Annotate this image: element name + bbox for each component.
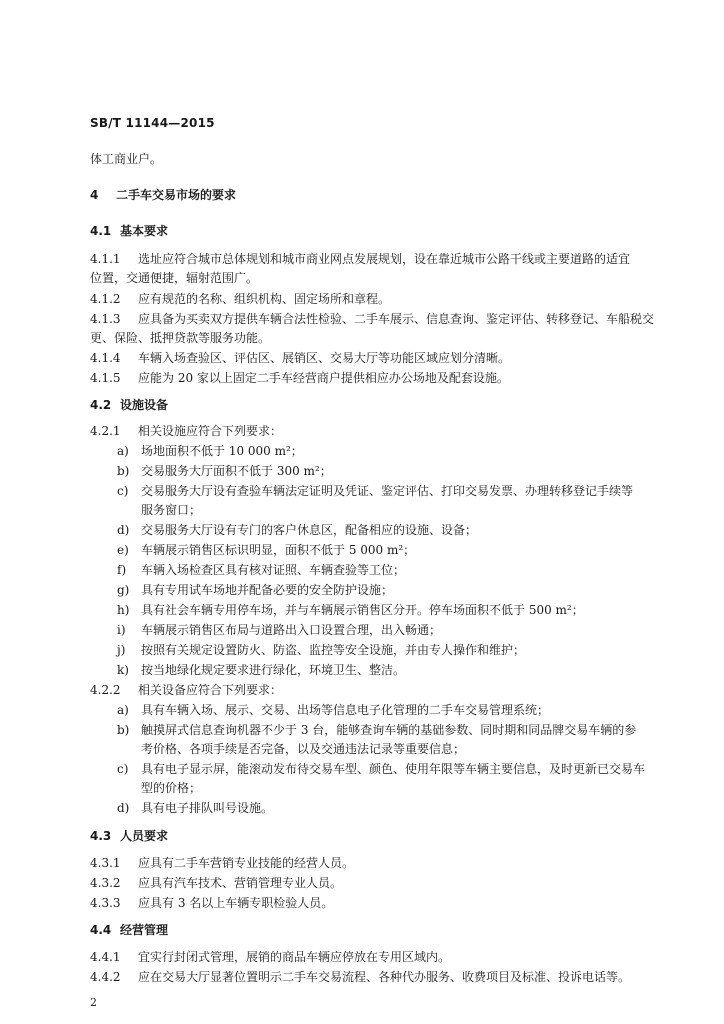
section-number: 4.3 <box>90 829 112 843</box>
list-item-a <box>117 702 549 718</box>
item-marker: e) <box>117 543 129 557</box>
list-item-d <box>117 522 477 538</box>
item-text: 车辆展示销售区标识明显，面积不低于 5 000 m²； <box>141 543 416 557</box>
item-text: 具有社会车辆专用停车场，并与车辆展示销售区分开。停车场面积不低于 500 m²； <box>141 603 584 617</box>
item-text: 车辆展示销售区布局与道路出入口设置合理，出入畅通； <box>141 623 442 637</box>
clause-text: 应具有 3 名以上车辆专职检验人员。 <box>138 896 334 910</box>
item-marker: d) <box>117 523 130 537</box>
clause-number: 4.3.1 <box>90 856 121 870</box>
clause-number: 4.1.2 <box>90 292 121 306</box>
clause-text: 相关设备应符合下列要求： <box>138 683 283 697</box>
item-text: 具有电子排队叫号设施。 <box>141 801 274 815</box>
clause-number: 4.1.3 <box>90 312 121 326</box>
item-text: 具有车辆入场、展示、交易、出场等信息电子化管理的二手车交易管理系统； <box>141 703 550 717</box>
section-4-4-heading <box>90 922 168 938</box>
clause-text: 车辆入场查验区、评估区、展销区、交易大厅等功能区域应划分清晰。 <box>138 351 511 365</box>
list-item-b <box>117 463 332 479</box>
item-marker: a) <box>117 444 129 458</box>
clause-number: 4.2.2 <box>90 683 121 697</box>
clause-text: 宜实行封闭式管理，展销的商品车辆应停放在专用区域内。 <box>138 950 451 964</box>
item-text: 交易服务大厅设有查验车辆法定证明及凭证、鉴定评估、打印交易发票、办理转移登记手续等 <box>141 484 634 498</box>
section-number: 4.4 <box>90 923 112 937</box>
item-marker: c) <box>117 762 129 776</box>
item-marker: i) <box>117 623 126 637</box>
list-item-k <box>117 662 405 678</box>
item-text: 按照有关规定设置防火、防盗、监控等安全设施，并由专人操作和维护； <box>141 643 526 657</box>
list-item-d <box>117 800 273 816</box>
list-item-f <box>117 562 405 578</box>
item-marker: d) <box>117 801 130 815</box>
list-item-b <box>117 722 636 738</box>
clause-4-3-1 <box>90 855 354 871</box>
clause-4-1-3 <box>90 311 654 327</box>
clause-number: 4.3.3 <box>90 896 121 910</box>
clause-4-1-3-cont: 更、保险、抵押贷款等服务功能。 <box>90 331 271 345</box>
clause-text: 相关设施应符合下列要求： <box>138 424 283 438</box>
item-text: 车辆入场检查区具有核对证照、车辆查验等工位； <box>141 563 406 577</box>
list-item-h <box>117 602 584 618</box>
section-4-heading <box>90 187 236 203</box>
section-title: 二手车交易市场的要求 <box>116 188 237 202</box>
clause-number: 4.1.4 <box>90 351 121 365</box>
clause-4-1-5 <box>90 370 509 386</box>
clause-4-2-2 <box>90 682 282 698</box>
item-marker: b) <box>117 464 130 478</box>
list-item-c <box>117 483 633 499</box>
item-text: 具有专用试车场地并配备必要的安全防护设施； <box>141 583 394 597</box>
item-marker: h) <box>117 603 130 617</box>
clause-text: 应具备为买卖双方提供车辆合法性检验、二手车展示、信息查询、鉴定评估、转移登记、车船税交 <box>138 312 655 326</box>
standard-number: SB/T 11144—2015 <box>90 116 215 130</box>
section-4-1-heading <box>90 223 168 239</box>
clause-4-1-2 <box>90 291 390 307</box>
item-text: 按当地绿化规定要求进行绿化，环境卫生、整洁。 <box>141 663 406 677</box>
list-item-g <box>117 582 393 598</box>
clause-4-1-4 <box>90 350 510 366</box>
clause-text: 应在交易大厅显著位置明示二手车交易流程、各种代办服务、收费项目及标准、投诉电话等。 <box>138 970 631 984</box>
list-item-j <box>117 642 525 658</box>
clause-text: 应具有二手车营销专业技能的经营人员。 <box>138 856 355 870</box>
clause-number: 4.1.5 <box>90 371 121 385</box>
item-marker: j) <box>117 643 126 657</box>
item-text: 交易服务大厅设有专门的客户休息区，配备相应的设施、设备； <box>141 523 478 537</box>
section-4-3-heading <box>90 828 168 844</box>
clause-text: 应具有汽车技术、营销管理专业人员。 <box>138 876 343 890</box>
clause-number: 4.1.1 <box>90 252 121 266</box>
list-item-e <box>117 542 415 558</box>
section-number: 4.1 <box>90 224 112 238</box>
clause-number: 4.2.1 <box>90 424 121 438</box>
clause-4-4-2 <box>90 969 630 985</box>
clause-4-3-2 <box>90 875 342 891</box>
section-number: 4.2 <box>90 398 112 412</box>
list-item-i <box>117 622 441 638</box>
list-item-a <box>117 443 303 459</box>
clause-number: 4.4.1 <box>90 950 121 964</box>
item-marker: k) <box>117 663 129 677</box>
item-text: 触摸屏式信息查询机器不少于 3 台，能够查询车辆的基础参数、同时期和同品牌交易车辆的参 <box>141 723 637 737</box>
list-item-c <box>117 761 645 777</box>
clause-number: 4.4.2 <box>90 970 121 984</box>
item-marker: f) <box>117 563 127 577</box>
section-4-2-heading <box>90 397 168 413</box>
list-item-c-cont: 型的价格； <box>141 781 202 795</box>
section-title: 设施设备 <box>120 398 169 412</box>
page-number: 2 <box>90 996 97 1009</box>
clause-4-1-1 <box>90 251 630 267</box>
item-marker: a) <box>117 703 129 717</box>
clause-4-3-3 <box>90 895 333 911</box>
clause-text: 应有规范的名称、组织机构、固定场所和章程。 <box>138 292 391 306</box>
item-marker: b) <box>117 723 130 737</box>
clause-4-4-1 <box>90 949 450 965</box>
section-number: 4 <box>90 188 99 202</box>
clause-text: 选址应符合城市总体规划和城市商业网点发展规划，设在靠近城市公路干线或主要道路的适宜 <box>138 252 631 266</box>
clause-text: 应能为 20 家以上固定二手车经营商户提供相应办公场地及配套设施。 <box>138 371 509 385</box>
item-marker: g) <box>117 583 130 597</box>
clause-number: 4.3.2 <box>90 876 121 890</box>
continuation-text: 体工商业户。 <box>90 152 163 166</box>
list-item-c-cont: 服务窗口； <box>141 503 202 517</box>
list-item-b-cont: 考价格、各项手续是否完备，以及交通违法记录等重要信息； <box>141 742 466 756</box>
item-text: 场地面积不低于 10 000 m²； <box>141 444 303 458</box>
clause-4-1-1-cont: 位置，交通便捷，辐射范围广。 <box>90 271 259 285</box>
section-title: 经营管理 <box>120 923 169 937</box>
section-title: 人员要求 <box>120 829 169 843</box>
item-text: 具有电子显示屏，能滚动发布待交易车型、颜色、使用年限等车辆主要信息，及时更新已交易车 <box>141 762 646 776</box>
item-text: 交易服务大厅面积不低于 300 m²； <box>141 464 332 478</box>
item-marker: c) <box>117 484 129 498</box>
clause-4-2-1 <box>90 423 282 439</box>
section-title: 基本要求 <box>120 224 169 238</box>
